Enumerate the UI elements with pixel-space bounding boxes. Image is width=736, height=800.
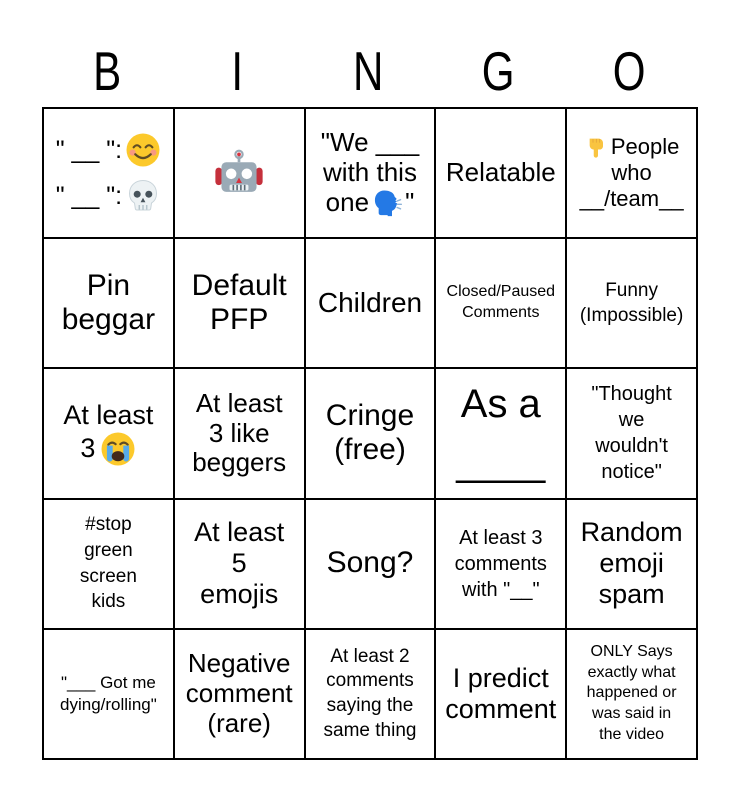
cell-r4c1[interactable] (44, 500, 173, 628)
down-pointing-finger-emoji (584, 135, 608, 159)
speaking-head-emoji (372, 188, 402, 218)
cell-text: kids (91, 591, 126, 613)
cell-r4c4[interactable] (436, 500, 565, 628)
cell-text: Closed/Paused (446, 283, 556, 301)
cell-r4c2[interactable] (175, 500, 304, 628)
bingo-letter-i: I (231, 40, 244, 103)
cell-text: Negative (187, 648, 291, 679)
cell-r4c5[interactable] (567, 500, 696, 628)
loudly-crying-face-emoji (100, 431, 136, 467)
cell-text: one (325, 187, 370, 218)
cell-line (56, 132, 161, 168)
cell-text: (free) (334, 433, 406, 467)
cell-text: screen (79, 565, 137, 587)
cell-text: saying the (326, 694, 414, 716)
robot-emoji (212, 146, 266, 200)
bingo-letter-g: G (481, 40, 515, 103)
cell-r1c4[interactable] (436, 109, 565, 237)
cell-r5c5[interactable] (567, 630, 696, 758)
cell-r4c3[interactable] (306, 500, 435, 628)
cell-text: green (84, 540, 133, 562)
cell-r1c1[interactable] (44, 109, 173, 237)
cell-text: __/team__ (579, 186, 684, 212)
cell-text: dying/rolling" (60, 694, 157, 714)
cell-text: who (611, 159, 652, 185)
cell-text: 5 (231, 548, 247, 579)
cell-text: Comments (462, 304, 540, 322)
cell-text: At least (195, 387, 283, 418)
cell-text: with this (323, 157, 417, 188)
cell-line (326, 188, 415, 218)
cell-text: Funny (605, 279, 658, 301)
smiling-face-emoji (125, 132, 161, 168)
cell-text: PFP (210, 303, 269, 337)
cell-text: At least (194, 517, 285, 548)
cell-text: same thing (323, 719, 417, 741)
cell-text: beggar (61, 303, 156, 337)
cell-r2c3[interactable] (306, 239, 435, 367)
bingo-grid (42, 107, 698, 760)
cell-text: emoji (599, 548, 664, 579)
cell-text: "We ___ (320, 127, 420, 158)
cell-text: comment (185, 677, 293, 708)
cell-text: Children (317, 287, 423, 319)
cell-text: People (610, 133, 680, 159)
cell-text: 3 (80, 433, 96, 464)
cell-text: #stop (85, 514, 132, 536)
cell-text: Random (580, 517, 683, 548)
bingo-letter-b: B (93, 40, 122, 103)
cell-r5c1[interactable] (44, 630, 173, 758)
cell-r1c3[interactable] (306, 109, 435, 237)
cell-text: ONLY Says (590, 642, 673, 660)
cell-text: 3 like (208, 417, 270, 448)
cell-r3c3[interactable] (306, 369, 435, 497)
cell-text: Default (191, 268, 287, 302)
cell-r3c4[interactable] (436, 369, 565, 497)
cell-text: notice" (601, 461, 662, 484)
cell-text: (rare) (207, 707, 271, 738)
cell-text: At least 3 (459, 526, 543, 549)
cell-text: comment (445, 693, 557, 724)
cell-r3c2[interactable] (175, 369, 304, 497)
cell-r2c4[interactable] (436, 239, 565, 367)
cell-text: beggers (192, 447, 287, 478)
cell-text: ____ (456, 440, 546, 485)
cell-text: "Thought (591, 383, 672, 406)
cell-r1c2[interactable] (175, 109, 304, 237)
cell-text: At least (63, 399, 154, 430)
cell-r3c1[interactable] (44, 369, 173, 497)
cell-text: Pin (86, 268, 131, 302)
cell-text: wouldn't (595, 435, 668, 458)
cell-text: Cringe (325, 398, 415, 432)
cell-r1c5[interactable] (567, 109, 696, 237)
cell-text: exactly what (587, 663, 676, 681)
bingo-letter-n: N (352, 40, 384, 103)
skull-emoji (125, 178, 161, 214)
cell-text: "___ Got me (60, 672, 156, 692)
cell-line (56, 178, 161, 214)
cell-r5c2[interactable] (175, 630, 304, 758)
cell-text: we (618, 409, 645, 432)
bingo-letter-o: O (612, 40, 646, 103)
cell-text: At least 2 (330, 645, 410, 667)
bingo-title (42, 40, 694, 103)
cell-text: comments (454, 552, 547, 575)
cell-text: (Impossible) (579, 305, 684, 327)
cell-text: comments (326, 670, 414, 692)
cell-r5c4[interactable] (436, 630, 565, 758)
cell-text: I predict (452, 662, 549, 693)
cell-r2c2[interactable] (175, 239, 304, 367)
cell-text: Song? (326, 546, 414, 580)
cell-r2c5[interactable] (567, 239, 696, 367)
cell-line (80, 431, 136, 467)
cell-text: Relatable (445, 157, 556, 188)
cell-text: " (405, 187, 415, 218)
cell-text: spam (598, 579, 665, 610)
cell-r3c5[interactable] (567, 369, 696, 497)
cell-text: happened or (586, 684, 677, 702)
cell-r5c3[interactable] (306, 630, 435, 758)
cell-text: the video (599, 726, 665, 744)
cell-line (584, 134, 680, 160)
cell-text: " __ ": (55, 135, 123, 164)
cell-text: was said in (592, 705, 672, 723)
cell-text: As a (460, 382, 541, 427)
cell-text: " __ ": (55, 181, 123, 210)
cell-r2c1[interactable] (44, 239, 173, 367)
cell-text: emojis (200, 579, 279, 610)
cell-text: with "__" (462, 578, 540, 601)
